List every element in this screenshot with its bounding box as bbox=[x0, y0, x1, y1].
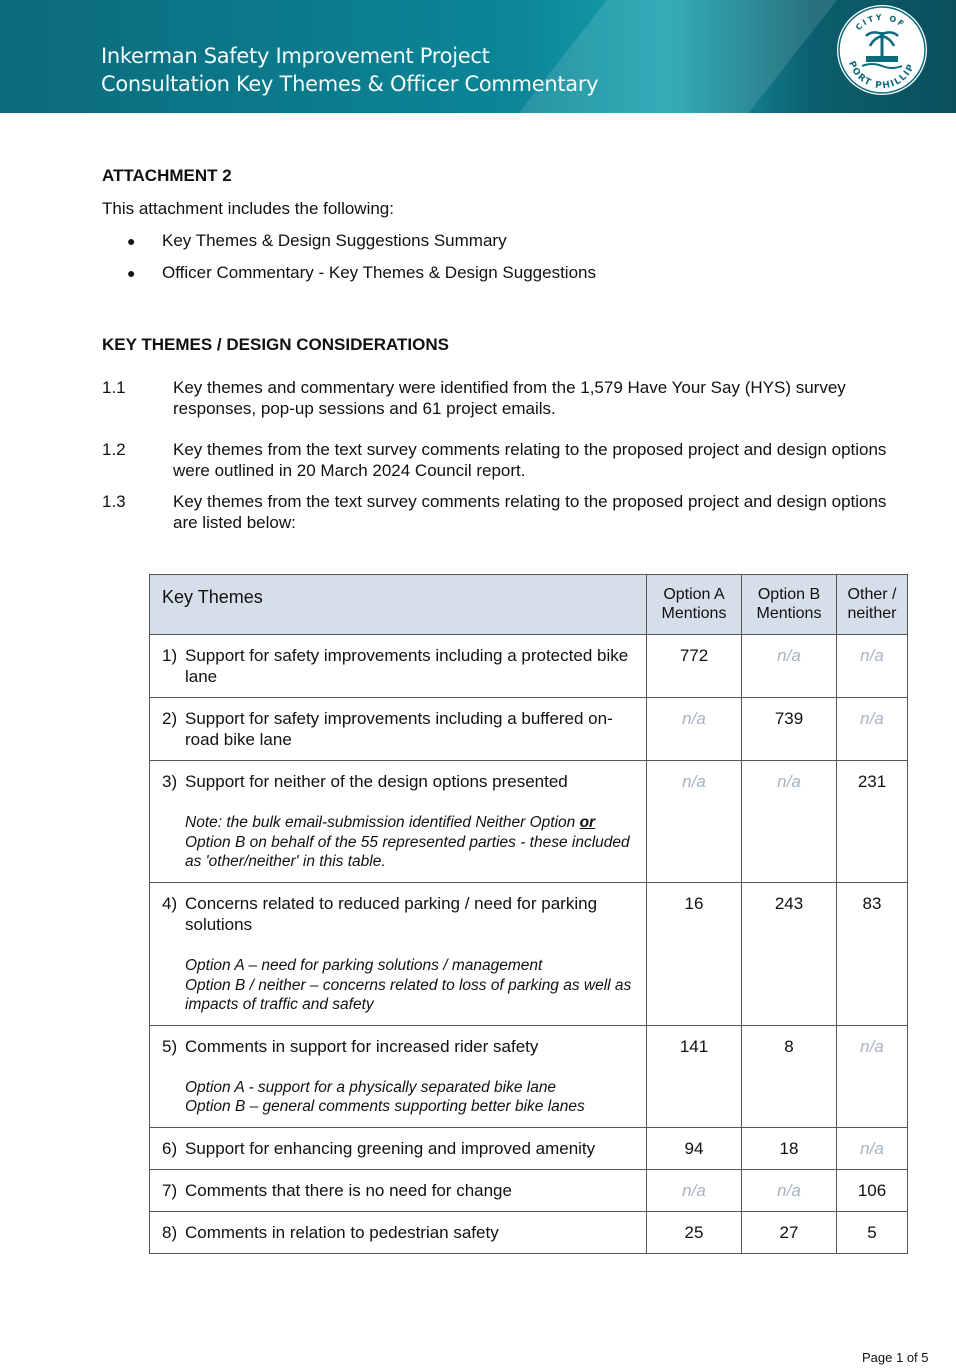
other-value: n/a bbox=[837, 698, 908, 761]
section-heading: KEY THEMES / DESIGN CONSIDERATIONS bbox=[102, 335, 449, 354]
option-a-value: n/a bbox=[647, 1169, 742, 1211]
other-value: 83 bbox=[837, 883, 908, 1026]
table-row bbox=[150, 761, 908, 883]
option-a-value: 16 bbox=[647, 883, 742, 1026]
column-header-other: Other / neither bbox=[837, 575, 908, 635]
theme-note: Option A - support for a physically separated bike lane Option B – general comments supporting better bike lanes bbox=[185, 1078, 585, 1115]
numbered-item bbox=[102, 491, 912, 533]
table-header-row bbox=[150, 575, 908, 635]
city-seal-logo bbox=[836, 4, 928, 96]
theme-cell bbox=[150, 1169, 647, 1211]
theme-number: 7) bbox=[162, 1180, 178, 1200]
note-emphasis-or: or bbox=[579, 814, 596, 831]
theme-number: 6) bbox=[162, 1138, 178, 1158]
item-text: Key themes from the text survey comments relating to the proposed project and design options were outlined in 20 March 2024 Council report. bbox=[173, 440, 887, 480]
theme-number: 4) bbox=[162, 894, 178, 913]
table-row bbox=[150, 1025, 908, 1127]
option-b-value: n/a bbox=[742, 635, 837, 698]
option-a-value: 25 bbox=[647, 1211, 742, 1253]
option-a-value: n/a bbox=[647, 698, 742, 761]
note-text-end: Option B on behalf of the 55 represented parties - these included as 'other/neither' in this table. bbox=[185, 833, 630, 870]
header-banner bbox=[0, 0, 956, 113]
bullet-icon: ● bbox=[127, 265, 136, 281]
bullet-item bbox=[127, 257, 596, 289]
numbered-item bbox=[102, 439, 912, 481]
document-title bbox=[101, 42, 598, 98]
table-row bbox=[150, 883, 908, 1026]
theme-number: 3) bbox=[162, 772, 178, 791]
theme-cell bbox=[150, 761, 647, 883]
theme-note bbox=[185, 813, 636, 872]
table-row bbox=[150, 698, 908, 761]
option-a-value: 141 bbox=[647, 1025, 742, 1127]
theme-cell bbox=[150, 1025, 647, 1127]
item-number: 1.2 bbox=[102, 440, 126, 459]
theme-text: Support for neither of the design options presented bbox=[185, 772, 568, 791]
theme-text: Concerns related to reduced parking / need for parking solutions bbox=[185, 894, 598, 934]
theme-text: Comments in support for increased rider safety bbox=[185, 1036, 539, 1056]
theme-number: 8) bbox=[162, 1222, 178, 1242]
item-text: Key themes and commentary were identified from the 1,579 Have Your Say (HYS) survey responses, pop-up sessions and 61 project emails. bbox=[173, 378, 846, 418]
table-row bbox=[150, 1127, 908, 1169]
key-themes-table bbox=[149, 574, 908, 1254]
theme-number: 2) bbox=[162, 709, 178, 728]
table-row bbox=[150, 635, 908, 698]
option-b-value: n/a bbox=[742, 761, 837, 883]
svg-text:PORT PHILLIP: PORT PHILLIP bbox=[846, 59, 918, 92]
theme-text: Comments in relation to pedestrian safety bbox=[185, 1222, 499, 1242]
option-b-value: 27 bbox=[742, 1211, 837, 1253]
item-text: Key themes from the text survey comments relating to the proposed project and design options are listed below: bbox=[173, 492, 887, 532]
theme-text: Support for enhancing greening and improved amenity bbox=[185, 1138, 596, 1158]
theme-cell bbox=[150, 883, 647, 1026]
numbered-item bbox=[102, 377, 912, 419]
title-line-2: Consultation Key Themes & Officer Commentary bbox=[101, 72, 599, 96]
bullet-text: Officer Commentary - Key Themes & Design Suggestions bbox=[162, 263, 596, 282]
column-header-key-themes: Key Themes bbox=[150, 575, 647, 635]
other-value: n/a bbox=[837, 1025, 908, 1127]
option-b-value: 739 bbox=[742, 698, 837, 761]
attachment-bullet-list bbox=[127, 225, 596, 289]
bullet-icon: ● bbox=[127, 233, 136, 249]
other-value: n/a bbox=[837, 635, 908, 698]
attachment-heading: ATTACHMENT 2 bbox=[102, 166, 232, 185]
theme-cell bbox=[150, 635, 647, 698]
theme-number: 1) bbox=[162, 646, 178, 665]
theme-cell bbox=[150, 1127, 647, 1169]
option-b-value: 243 bbox=[742, 883, 837, 1026]
table-row bbox=[150, 1169, 908, 1211]
option-b-value: 18 bbox=[742, 1127, 837, 1169]
option-a-value: 772 bbox=[647, 635, 742, 698]
page-number: Page 1 of 5 bbox=[862, 1350, 929, 1365]
note-text-start: Note: the bulk email-submission identified Neither Option bbox=[185, 814, 580, 831]
attachment-intro: This attachment includes the following: bbox=[102, 199, 394, 218]
option-a-value: n/a bbox=[647, 761, 742, 883]
item-number: 1.1 bbox=[102, 378, 126, 397]
theme-cell bbox=[150, 1211, 647, 1253]
item-number: 1.3 bbox=[102, 492, 126, 511]
theme-note: Option A – need for parking solutions / management Option B / neither – concerns related to loss of parking as well as impacts of traffic and safety bbox=[185, 957, 632, 1013]
column-header-option-a: Option A Mentions bbox=[647, 575, 742, 635]
theme-text: Support for safety improvements including a buffered on-road bike lane bbox=[185, 709, 613, 749]
other-value: 106 bbox=[837, 1169, 908, 1211]
option-b-value: 8 bbox=[742, 1025, 837, 1127]
theme-text: Support for safety improvements including a protected bike lane bbox=[185, 646, 629, 686]
theme-text: Comments that there is no need for change bbox=[185, 1180, 512, 1200]
title-line-1: Inkerman Safety Improvement Project bbox=[101, 44, 490, 68]
table-row bbox=[150, 1211, 908, 1253]
svg-text:CITY OF: CITY OF bbox=[853, 12, 908, 33]
bullet-text: Key Themes & Design Suggestions Summary bbox=[162, 231, 507, 250]
option-b-value: n/a bbox=[742, 1169, 837, 1211]
option-a-value: 94 bbox=[647, 1127, 742, 1169]
other-value: 231 bbox=[837, 761, 908, 883]
column-header-option-b: Option B Mentions bbox=[742, 575, 837, 635]
bullet-item bbox=[127, 225, 596, 257]
other-value: 5 bbox=[837, 1211, 908, 1253]
theme-cell bbox=[150, 698, 647, 761]
other-value: n/a bbox=[837, 1127, 908, 1169]
theme-number: 5) bbox=[162, 1036, 178, 1056]
